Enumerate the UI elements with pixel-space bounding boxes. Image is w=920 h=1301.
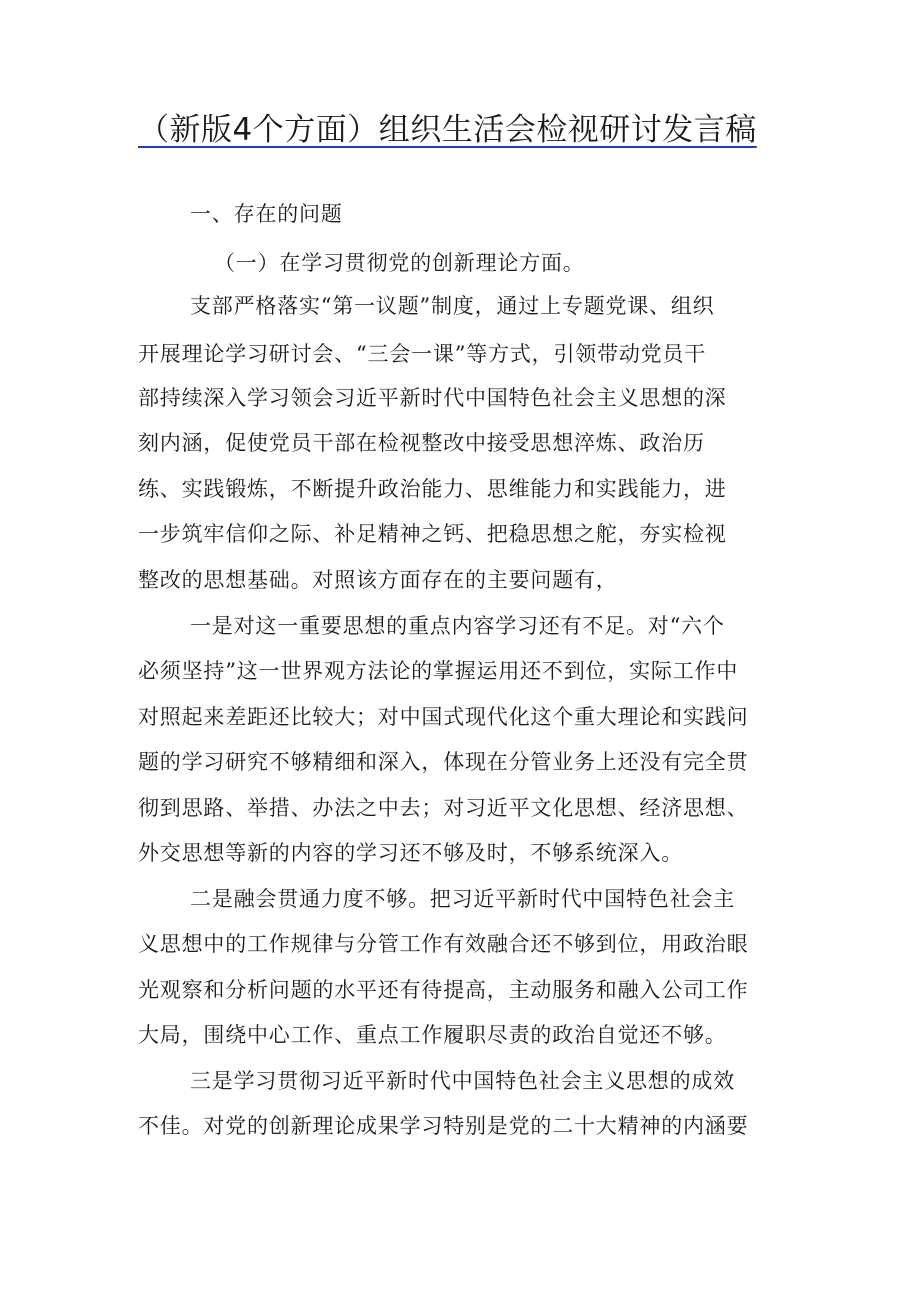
paragraph-line: 题的学习研究不够精细和深入，体现在分管业务上还没有完全贯 bbox=[138, 750, 749, 774]
paragraph-line: 支部严格落实“第一议题”制度，通过上专题党课、组织 bbox=[190, 294, 715, 318]
paragraph-line: 开展理论学习研讨会、“三会一课”等方式，引领带动党员干 bbox=[138, 342, 707, 366]
paragraph-line: 练、实践锻炼，不断提升政治能力、思维能力和实践能力，进 bbox=[138, 477, 727, 501]
paragraph-line: 一步筑牢信仰之际、补足精神之钙、把稳思想之舵，夯实检视 bbox=[138, 522, 727, 546]
paragraph-line: 刻内涵，促使党员干部在检视整改中接受思想淬炼、政治历 bbox=[138, 431, 705, 455]
paragraph-line: 必须坚持”这一世界观方法论的掌握运用还不到位，实际工作中 bbox=[138, 659, 739, 683]
paragraph-line: 对照起来差距还比较大；对中国式现代化这个重大理论和实践问 bbox=[138, 705, 749, 729]
paragraph-line: 一是对这一重要思想的重点内容学习还有不足。对“六个 bbox=[190, 614, 725, 638]
paragraph-line: 彻到思路、举措、办法之中去；对习近平文化思想、经济思想、 bbox=[138, 796, 749, 820]
paragraph-line: 义思想中的工作规律与分管工作有效融合还不够到位，用政治眼 bbox=[138, 932, 749, 956]
subsection-heading: （一）在学习贯彻党的创新理论方面。 bbox=[214, 251, 585, 275]
paragraph-line: 光观察和分析问题的水平还有待提高，主动服务和融入公司工作 bbox=[138, 978, 749, 1002]
paragraph-line: 大局，围绕中心工作、重点工作履职尽责的政治自觉还不够。 bbox=[138, 1023, 727, 1047]
paragraph-line: 二是融会贯通力度不够。把习近平新时代中国特色社会主 bbox=[190, 887, 735, 911]
paragraph-line: 三是学习贯彻习近平新时代中国特色社会主义思想的成效 bbox=[190, 1069, 735, 1093]
document-title: （新版4个方面）组织生活会检视研讨发言稿 bbox=[138, 112, 757, 148]
paragraph-line: 外交思想等新的内容的学习还不够及时，不够系统深入。 bbox=[138, 841, 683, 865]
section-heading: 一、存在的问题 bbox=[190, 202, 343, 226]
paragraph-line: 整改的思想基础。对照该方面存在的主要问题有， bbox=[138, 568, 618, 592]
paragraph-line: 不佳。对党的创新理论成果学习特别是党的二十大精神的内涵要 bbox=[138, 1114, 749, 1138]
paragraph-line: 部持续深入学习领会习近平新时代中国特色社会主义思想的深 bbox=[138, 386, 727, 410]
